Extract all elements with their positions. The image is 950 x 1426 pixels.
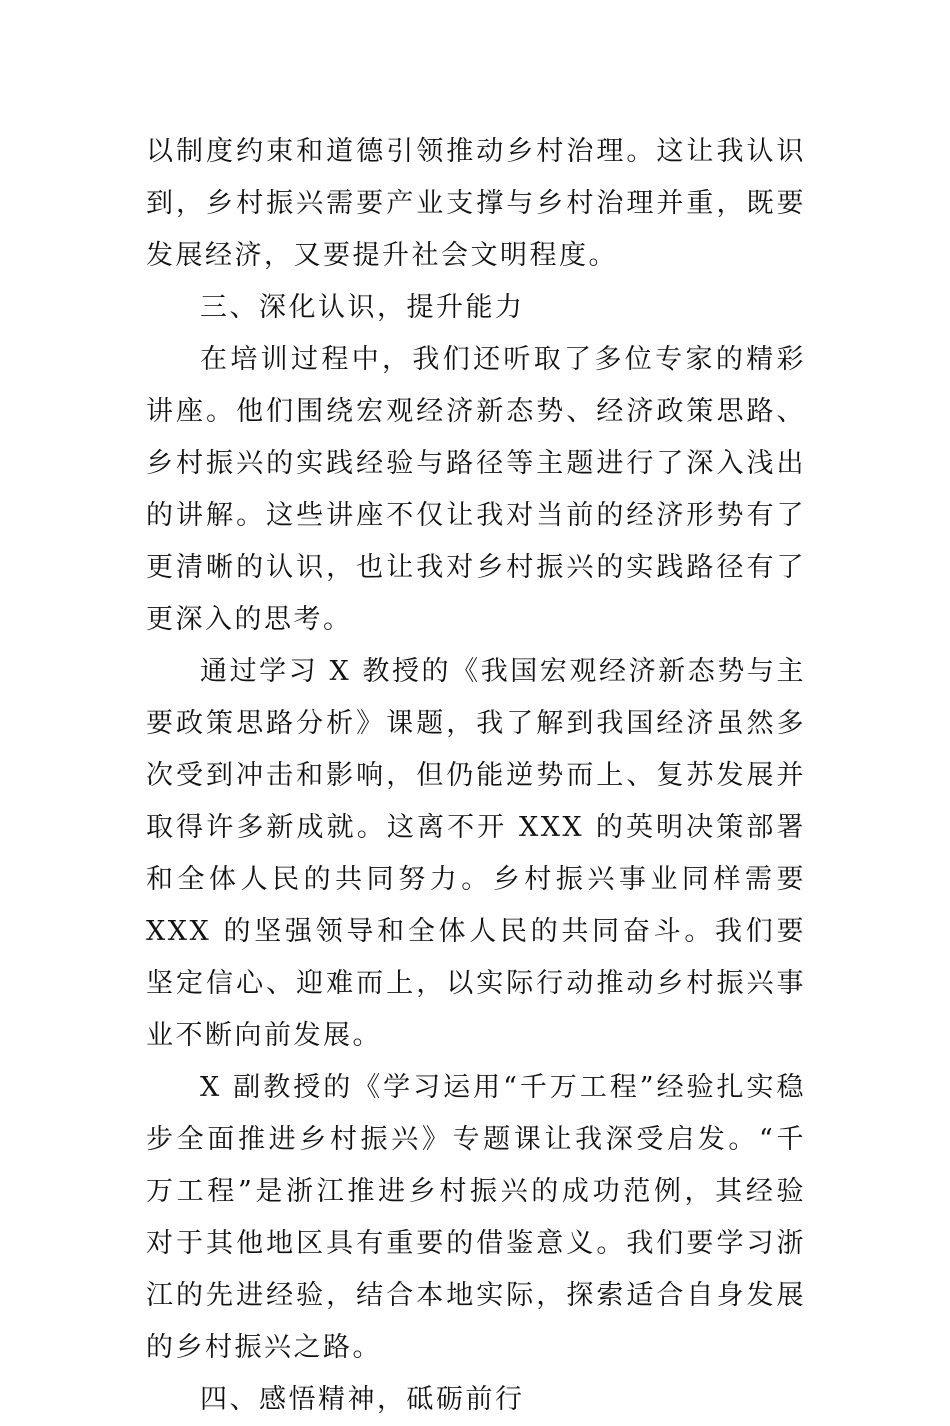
paragraph-lectures: 在培训过程中，我们还听取了多位专家的精彩讲座。他们围绕宏观经济新态势、经济政策思路、乡村振兴的实践经验与路径等主题进行了深入浅出的讲解。这些讲座不仅让我对当前的经济形势有了更清晰的认识，也让我对乡村振兴的实践路径有了更深入的思考。 xyxy=(146,344,806,635)
section-heading-3: 三、深化认识，提升能力 xyxy=(200,292,525,323)
paragraph-governance: 以制度约束和道德引领推动乡村治理。这让我认识到，乡村振兴需要产业支撑与乡村治理并重，既要发展经济，又要提升社会文明程度。 xyxy=(146,136,806,271)
section-heading-4: 四、感悟精神，砥砺前行 xyxy=(200,1384,525,1415)
document-body xyxy=(146,126,806,1426)
paragraph-macro-economy: 通过学习 X 教授的《我国宏观经济新态势与主要政策思路分析》课题，我了解到我国经济虽然多次受到冲击和影响，但仍能逆势而上、复苏发展并取得许多新成就。这离不开 XXX 的英明决策部署和全体人民的共同努力。乡村振兴事业同样需要 XXX 的坚强领导和全体人民的共同奋斗。我们要坚定信心、迎难而上，以实际行动推动乡村振兴事业不断向前发展。 xyxy=(146,656,806,1051)
paragraph-qianwan-project: X 副教授的《学习运用“千万工程”经验扎实稳步全面推进乡村振兴》专题课让我深受启发。“千万工程”是浙江推进乡村振兴的成功范例，其经验对于其他地区具有重要的借鉴意义。我们要学习浙江的先进经验，结合本地实际，探索适合自身发展的乡村振兴之路。 xyxy=(146,1072,806,1363)
